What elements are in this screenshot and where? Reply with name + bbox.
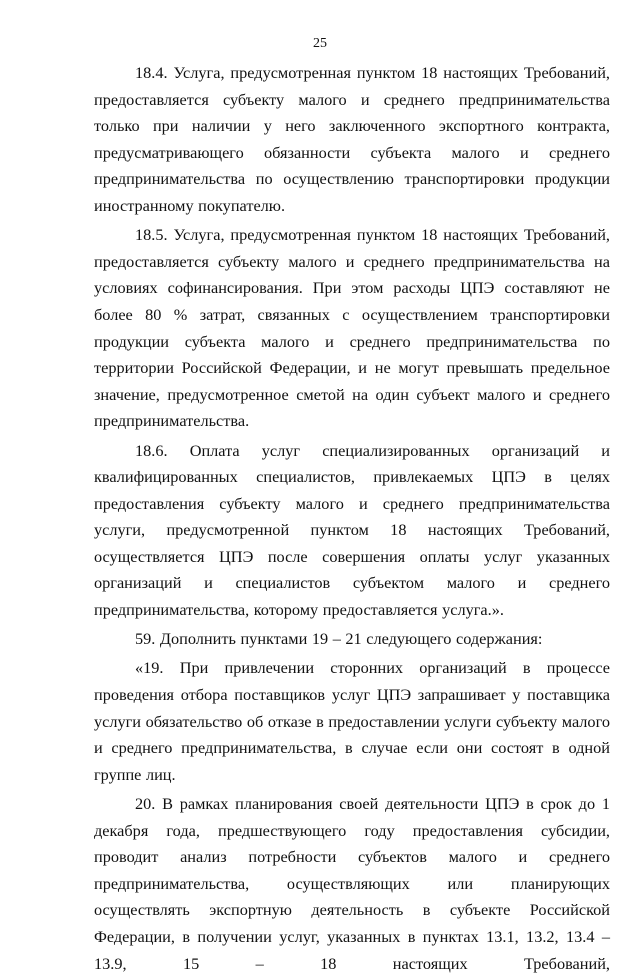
paragraph-59: 59. Дополнить пунктами 19 – 21 следующего содержания: [135,629,543,649]
paragraph-18-4: 18.4. Услуга, предусмотренная пунктом 18 настоящих Требований, предоставляется субъекту малого и среднего предпринимательства только при наличии у него заключенного экспортного контракта, предусматривающего обязанности субъекта малого и среднего предпринимательства по осуществлению транспортировки продукции иностранному покупателю. [94,63,610,215]
paragraph-20: 20. В рамках планирования своей деятельности ЦПЭ в срок до 1 декабря года, предшествующего году предоставления субсидии, проводит анализ потребности субъектов малого и среднего предпринимательства, осуществляющих или планирующих осуществлять экспортную деятельность в субъекте Российской Федерации, в получении услуг, указанных в пунктах 13.1, 13.2, 13.4 – 13.9, 15 – 18 настоящих Требований, [94,794,610,973]
paragraph-18-5: 18.5. Услуга, предусмотренная пунктом 18 настоящих Требований, предоставляется субъекту малого и среднего предпринимательства на условиях софинансирования. При этом расходы ЦПЭ составляют не более 80 % затрат, связанных с осуществлением транспортировки продукции субъекта малого и среднего предпринимательства по территории Российской Федерации, и не могут превышать предельное значение, предусмотренное сметой на один субъект малого и среднего предпринимательства. [94,225,610,431]
document-body [94,60,610,980]
paragraph-18-6: 18.6. Оплата услуг специализированных организаций и квалифицированных специалистов, привлекаемых ЦПЭ в целях предоставления субъекту малого и среднего предпринимательства услуги, предусмотренной пунктом 18 настоящих Требований, осуществляется ЦПЭ после совершения оплаты услуг указанных организаций и специалистов субъектом малого и среднего предпринимательства, которому предоставляется услуга.». [94,440,610,620]
paragraph-19: «19. При привлечении сторонних организаций в процессе проведения отбора поставщиков услуг ЦПЭ запрашивает у поставщика услуги обязательство об отказе в предоставлении услуги субъекту малого и среднего предпринимательства, в случае если они состоят в одной группе лиц. [94,658,610,784]
page-number: 25 [313,36,327,51]
